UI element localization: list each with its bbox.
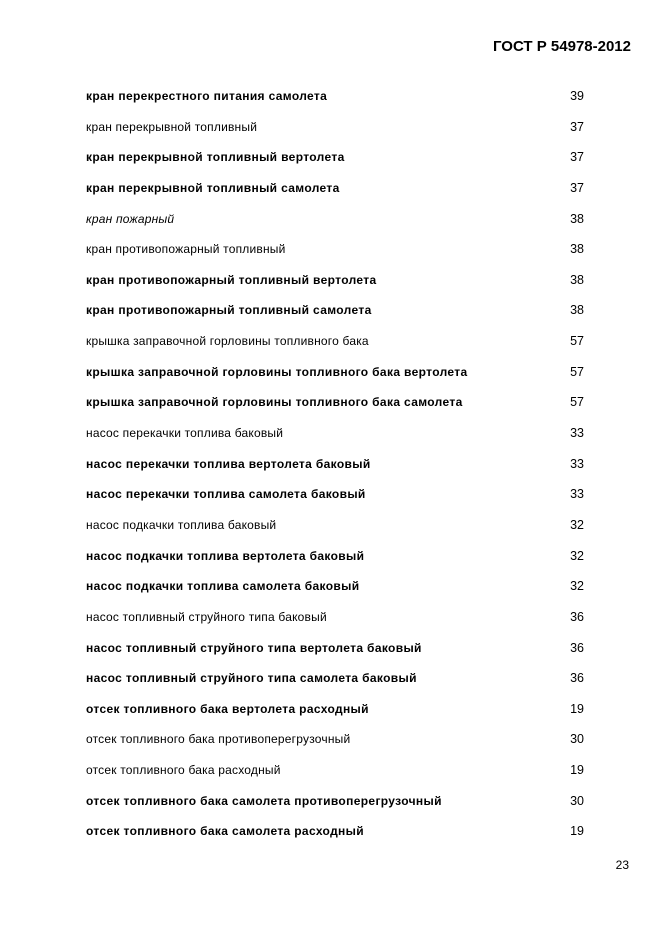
index-page-ref: 37 xyxy=(570,150,584,165)
index-term: крышка заправочной горловины топливного бака самолета xyxy=(86,395,463,410)
index-term: отсек топливного бака самолета противоперегрузочный xyxy=(86,793,442,808)
index-entry xyxy=(86,761,586,792)
index-term: насос перекачки топлива вертолета баковый xyxy=(86,456,371,471)
index-term: насос перекачки топлива самолета баковый xyxy=(86,487,366,502)
index-term: кран противопожарный топливный вертолета xyxy=(86,272,377,287)
index-entry xyxy=(86,792,586,823)
index-page-ref: 19 xyxy=(570,824,584,839)
index-page-ref: 57 xyxy=(570,364,584,379)
page-number: 23 xyxy=(615,858,629,872)
index-page-ref: 57 xyxy=(570,395,584,410)
index-entry xyxy=(86,240,586,271)
index-term: отсек топливного бака самолета расходный xyxy=(86,824,364,839)
index-page-ref: 33 xyxy=(570,487,584,502)
index-entry xyxy=(86,455,586,486)
index-entry xyxy=(86,271,586,302)
index-entry xyxy=(86,87,586,118)
index-term: насос топливный струйного типа самолета баковый xyxy=(86,671,417,686)
index-entry xyxy=(86,822,586,853)
index-entry xyxy=(86,730,586,761)
index-entry xyxy=(86,210,586,241)
index-term: насос подкачки топлива самолета баковый xyxy=(86,579,360,594)
index-term: насос топливный струйного типа вертолета баковый xyxy=(86,640,422,655)
index-page-ref: 19 xyxy=(570,701,584,716)
index-page-ref: 32 xyxy=(570,579,584,594)
index-page-ref: 33 xyxy=(570,456,584,471)
index-term: кран перекрывной топливный вертолета xyxy=(86,150,345,165)
index-page-ref: 39 xyxy=(570,89,584,103)
index-entry xyxy=(86,700,586,731)
index-term: насос топливный струйного типа баковый xyxy=(86,609,327,624)
index-entry xyxy=(86,516,586,547)
index-term: кран перекрестного питания самолета xyxy=(86,89,328,103)
index-page-ref: 32 xyxy=(570,548,584,563)
index-entry xyxy=(86,639,586,670)
index-page-ref: 38 xyxy=(570,272,584,287)
index-term: насос перекачки топлива баковый xyxy=(86,426,284,441)
index-page-ref: 38 xyxy=(570,242,584,257)
index-entry xyxy=(86,363,586,394)
term-index-list xyxy=(86,87,586,853)
index-term: насос подкачки топлива баковый xyxy=(86,517,277,532)
index-page-ref: 37 xyxy=(570,119,584,134)
index-page-ref: 57 xyxy=(570,334,584,349)
index-term: отсек топливного бака противоперегрузочный xyxy=(86,732,351,747)
index-entry xyxy=(86,301,586,332)
index-entry xyxy=(86,547,586,578)
index-term: кран перекрывной топливный самолета xyxy=(86,180,340,195)
index-term: отсек топливного бака расходный xyxy=(86,763,281,778)
index-term: кран противопожарный топливный самолета xyxy=(86,303,372,318)
index-page-ref: 36 xyxy=(570,640,584,655)
index-term: отсек топливного бака вертолета расходный xyxy=(86,701,369,716)
index-entry xyxy=(86,148,586,179)
index-term: насос подкачки топлива вертолета баковый xyxy=(86,548,365,563)
index-entry xyxy=(86,332,586,363)
index-entry xyxy=(86,118,586,149)
index-page-ref: 32 xyxy=(570,517,584,532)
document-header: ГОСТ Р 54978-2012 xyxy=(492,38,631,55)
index-page-ref: 38 xyxy=(570,303,584,318)
index-entry xyxy=(86,179,586,210)
index-page-ref: 33 xyxy=(570,426,584,441)
index-page-ref: 36 xyxy=(570,671,584,686)
index-page-ref: 37 xyxy=(570,180,584,195)
index-entry xyxy=(86,424,586,455)
index-term: кран противопожарный топливный xyxy=(86,242,286,257)
index-entry xyxy=(86,608,586,639)
index-entry xyxy=(86,577,586,608)
index-page-ref: 38 xyxy=(570,211,584,226)
index-term: кран перекрывной топливный xyxy=(86,119,258,134)
index-term: кран пожарный xyxy=(86,211,175,226)
index-page-ref: 36 xyxy=(570,609,584,624)
index-term: крышка заправочной горловины топливного бака xyxy=(86,334,369,349)
index-page-ref: 19 xyxy=(570,763,584,778)
index-page-ref: 30 xyxy=(570,793,584,808)
index-page-ref: 30 xyxy=(570,732,584,747)
index-entry xyxy=(86,485,586,516)
index-entry xyxy=(86,669,586,700)
index-entry xyxy=(86,393,586,424)
index-term: крышка заправочной горловины топливного бака вертолета xyxy=(86,364,468,379)
